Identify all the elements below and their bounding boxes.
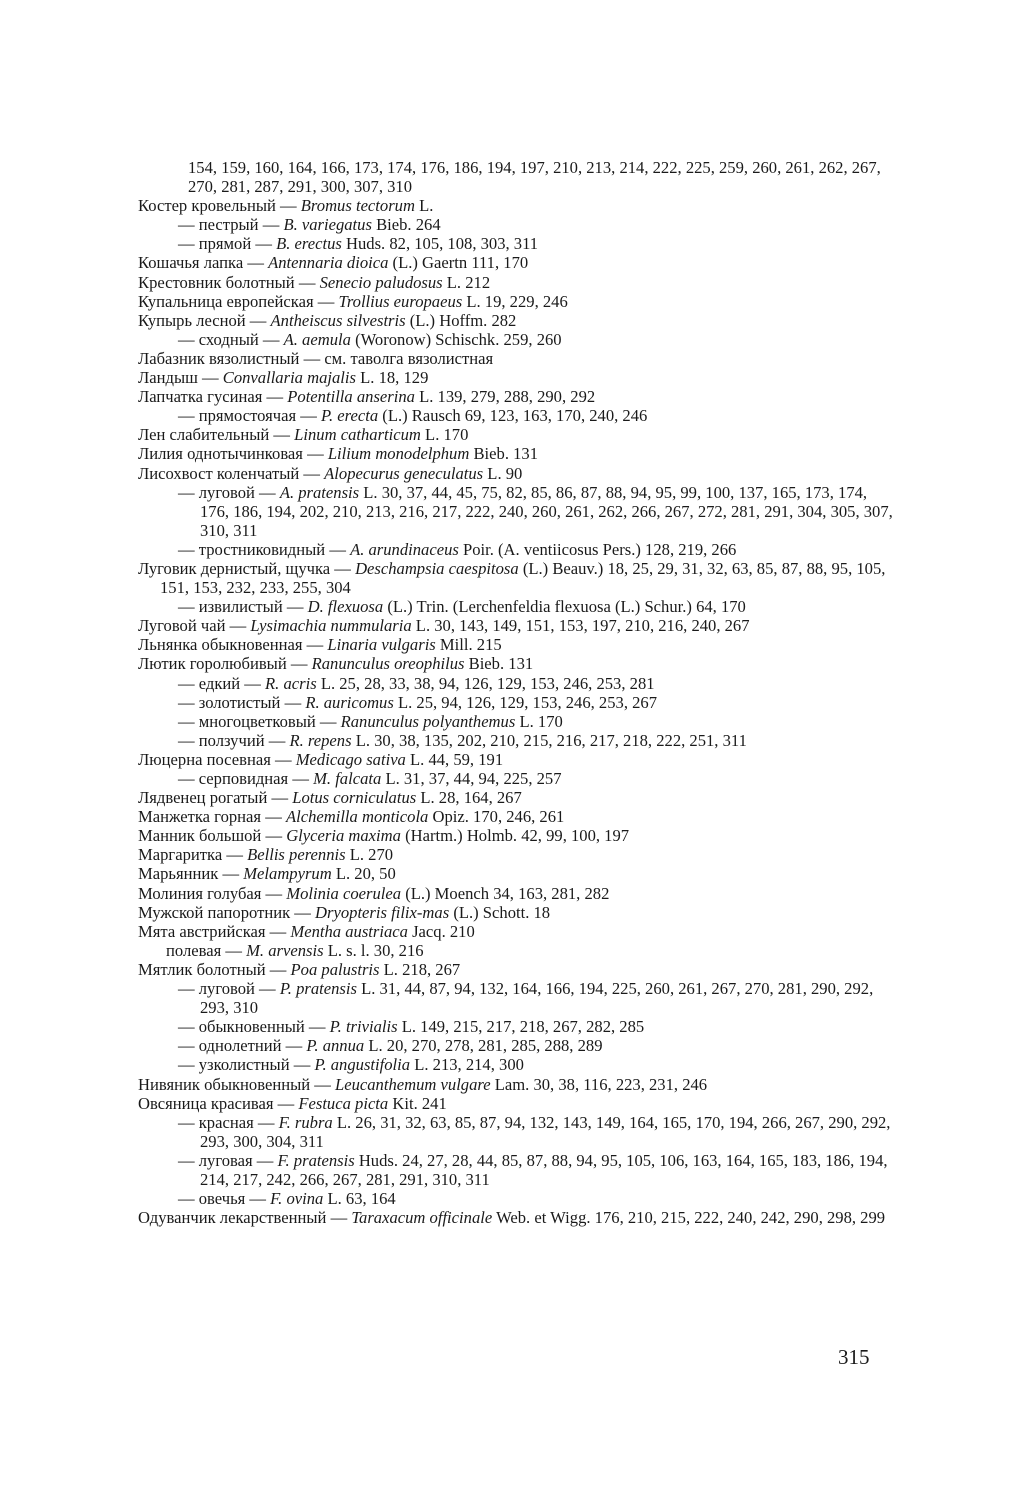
index-entry bbox=[138, 311, 898, 330]
entry-page-refs: L. 44, 59, 191 bbox=[405, 749, 504, 769]
entry-russian-name: — прямой — bbox=[178, 234, 277, 254]
entry-russian-name: Купырь лесной — bbox=[138, 310, 271, 330]
entry-russian-name: — тростниковидный — bbox=[178, 539, 351, 559]
entry-russian-name: — прямостоячая — bbox=[178, 406, 322, 426]
entry-russian-name: Манжетка горная — bbox=[138, 807, 286, 827]
entry-page-refs: Huds. 24, 27, 28, 44, 85, 87, 88, 94, 95, 105, 106, 163, 164, 165, 183, 186, 194, 214, 217, 242, 266, 267, 281, 291, 310, 311 bbox=[200, 1150, 888, 1189]
index-entry bbox=[138, 444, 898, 463]
index-entry bbox=[188, 158, 898, 196]
entry-russian-name: — красная — bbox=[178, 1112, 279, 1132]
entry-russian-name: — пестрый — bbox=[178, 215, 284, 235]
entry-russian-name: 154, 159, 160, 164, 166, 173, 174, 176, 186, 194, 197, 210, 213, 214, 222, 225, 259, 260, 261, 262, 267, 270, 281, 287, 291, 300, 307, 310 bbox=[188, 158, 881, 197]
entry-page-refs: L. 90 bbox=[483, 463, 523, 483]
index-entry bbox=[178, 1189, 898, 1208]
entry-page-refs: L. 218, 267 bbox=[379, 959, 461, 979]
entry-latin-name: Bromus tectorum bbox=[300, 196, 415, 216]
entry-page-refs: L. 26, 31, 32, 63, 85, 87, 94, 132, 143, 149, 164, 165, 170, 194, 266, 267, 290, 292, 293, 300, 304, 311 bbox=[200, 1112, 891, 1151]
entry-latin-name: Taraxacum officinale bbox=[351, 1208, 493, 1228]
entry-russian-name: Лапчатка гусиная — bbox=[138, 387, 288, 407]
entry-latin-name: R. repens bbox=[289, 730, 352, 750]
index-entry bbox=[178, 674, 898, 693]
entry-latin-name: A. aemula bbox=[283, 329, 351, 349]
entry-russian-name: — обыкновенный — bbox=[178, 1017, 330, 1037]
entry-page-refs: Bieb. 264 bbox=[371, 215, 441, 235]
entry-latin-name: Glyceria maxima bbox=[286, 826, 401, 846]
entry-page-refs: (L.) Moench 34, 163, 281, 282 bbox=[401, 883, 610, 903]
index-entry bbox=[178, 1055, 898, 1074]
entry-page-refs: L. 30, 38, 135, 202, 210, 215, 216, 217, 218, 222, 251, 311 bbox=[351, 730, 747, 750]
index-entry bbox=[138, 903, 898, 922]
entry-latin-name: Lilium monodelphum bbox=[327, 444, 470, 464]
index-entry bbox=[138, 654, 898, 673]
entry-russian-name: Манник большой — bbox=[138, 826, 287, 846]
entry-latin-name: B. variegatus bbox=[283, 215, 372, 235]
entry-page-refs: L. 63, 164 bbox=[323, 1189, 396, 1209]
index-entry bbox=[178, 215, 898, 234]
entry-russian-name: — серповидная — bbox=[178, 769, 314, 788]
index-entry bbox=[178, 693, 898, 712]
entry-latin-name: Mentha austriaca bbox=[290, 921, 408, 941]
entry-russian-name: Костер кровельный — bbox=[138, 196, 301, 216]
entry-russian-name: Марьянник — bbox=[138, 864, 244, 884]
entry-russian-name: Льнянка обыкновенная — bbox=[138, 635, 328, 655]
index-entry bbox=[138, 273, 898, 292]
entry-page-refs: L. 20, 50 bbox=[331, 864, 396, 884]
entry-page-refs: (L.) Hoffm. 282 bbox=[405, 310, 517, 330]
entry-russian-name: — луговой — bbox=[178, 979, 280, 999]
entry-russian-name: Лабазник вязолистный — см. таволга вязолистная bbox=[138, 348, 494, 368]
entry-russian-name: Луговик дернистый, щучка — bbox=[138, 558, 356, 578]
index-entry bbox=[138, 616, 898, 635]
entry-russian-name: Ландыш — bbox=[138, 368, 223, 388]
index-entry bbox=[178, 1017, 898, 1036]
entry-page-refs: L. 213, 214, 300 bbox=[410, 1055, 524, 1075]
entry-latin-name: F. pratensis bbox=[277, 1150, 355, 1170]
index-entry bbox=[178, 712, 898, 731]
entry-latin-name: P. trivialis bbox=[329, 1017, 398, 1037]
entry-latin-name: A. pratensis bbox=[279, 482, 360, 502]
entry-latin-name: Potentilla anserina bbox=[287, 387, 415, 407]
entry-latin-name: P. pratensis bbox=[279, 979, 357, 999]
entry-page-refs: (Hartm.) Holmb. 42, 99, 100, 197 bbox=[400, 826, 630, 846]
index-entry bbox=[138, 1075, 898, 1094]
index-entry bbox=[138, 864, 898, 883]
entry-russian-name: Кошачья лапка — bbox=[138, 253, 269, 273]
index-entry bbox=[178, 979, 898, 1017]
entry-russian-name: Крестовник болотный — bbox=[138, 272, 320, 292]
entry-russian-name: Лен слабительный — bbox=[138, 425, 295, 445]
index-entry bbox=[138, 845, 898, 864]
entry-page-refs: (L.) Trin. (Lerchenfeldia flexuosa (L.) Schur.) 64, 170 bbox=[383, 597, 746, 617]
entry-page-refs: L. 28, 164, 267 bbox=[416, 788, 522, 808]
entry-latin-name: Ranunculus polyanthemus bbox=[340, 711, 516, 731]
index-entry bbox=[138, 1094, 898, 1113]
entry-russian-name: — овечья — bbox=[178, 1189, 271, 1209]
entry-russian-name: — луговая — bbox=[178, 1150, 278, 1170]
entry-latin-name: Lotus corniculatus bbox=[292, 788, 417, 808]
page-number: 315 bbox=[838, 1345, 870, 1369]
entry-russian-name: — сходный — bbox=[178, 329, 284, 349]
entry-russian-name: — ползучий — bbox=[178, 730, 290, 750]
entry-latin-name: D. flexuosa bbox=[307, 597, 384, 617]
entry-latin-name: Linaria vulgaris bbox=[327, 635, 436, 655]
entry-latin-name: F. ovina bbox=[270, 1189, 324, 1209]
index-entry bbox=[138, 559, 898, 597]
entry-russian-name: Мята австрийская — bbox=[138, 921, 291, 941]
entry-page-refs: Poir. (A. ventiicosus Pers.) 128, 219, 266 bbox=[458, 539, 737, 559]
index-entry bbox=[178, 234, 898, 253]
entry-page-refs: (L.) Rausch 69, 123, 163, 170, 240, 246 bbox=[378, 406, 648, 426]
entry-latin-name: Melampyrum bbox=[243, 864, 332, 884]
entry-latin-name: A. arundinaceus bbox=[350, 539, 459, 559]
index-entry bbox=[138, 387, 898, 406]
entry-latin-name: M. falcata bbox=[313, 769, 382, 788]
index-entry bbox=[138, 807, 898, 826]
entry-latin-name: Poa palustris bbox=[290, 959, 380, 979]
entry-latin-name: M. arvensis bbox=[246, 940, 324, 960]
entry-page-refs: L. 149, 215, 217, 218, 267, 282, 285 bbox=[397, 1017, 645, 1037]
entry-page-refs: L. 170 bbox=[420, 425, 469, 445]
index-entry bbox=[138, 196, 898, 215]
entry-russian-name: Люцерна посевная — bbox=[138, 749, 296, 769]
entry-russian-name: — золотистый — bbox=[178, 692, 306, 712]
entry-latin-name: Antheiscus silvestris bbox=[270, 310, 406, 330]
entry-latin-name: Linum catharticum bbox=[294, 425, 421, 445]
entry-page-refs: L. 30, 37, 44, 45, 75, 82, 85, 86, 87, 88, 94, 95, 99, 100, 137, 165, 173, 174, 176, 186, 194, 202, 210, 213, 216, 217, 222, 240, 260, 261, 262, 266, 267, 272, 281, 291, 304, 305, 307, 310, 311 bbox=[200, 482, 893, 540]
index-entry bbox=[138, 750, 898, 769]
entry-page-refs: Mill. 215 bbox=[435, 635, 502, 655]
entry-page-refs: Huds. 82, 105, 108, 303, 311 bbox=[341, 234, 539, 254]
entry-russian-name: — многоцветковый — bbox=[178, 711, 341, 731]
entry-page-refs: (L.) Schott. 18 bbox=[449, 902, 551, 922]
index-entry bbox=[138, 788, 898, 807]
entry-russian-name: Лисохвост коленчатый — bbox=[138, 463, 325, 483]
entry-russian-name: Нивяник обыкновенный — bbox=[138, 1074, 335, 1094]
entry-latin-name: B. erectus bbox=[276, 234, 342, 254]
index-entry bbox=[138, 1208, 898, 1227]
entry-page-refs: L. 19, 229, 246 bbox=[462, 291, 568, 311]
entry-russian-name: — однолетний — bbox=[178, 1036, 307, 1056]
entry-russian-name: Лютик горолюбивый — bbox=[138, 654, 312, 674]
index-entry bbox=[138, 960, 898, 979]
entry-russian-name: Одуванчик лекарственный — bbox=[138, 1208, 352, 1228]
entry-page-refs: (L.) Gaertn 111, 170 bbox=[388, 253, 529, 273]
index-entry bbox=[138, 368, 898, 387]
index-entry bbox=[138, 292, 898, 311]
entry-russian-name: Купальница европейская — bbox=[138, 291, 339, 311]
entry-page-refs: L. 170 bbox=[515, 711, 563, 731]
entry-page-refs: L. 25, 94, 126, 129, 153, 246, 253, 267 bbox=[393, 692, 658, 712]
entry-page-refs: L. 212 bbox=[442, 272, 491, 292]
index-entry bbox=[178, 597, 898, 616]
index-entry bbox=[138, 425, 898, 444]
entry-latin-name: R. acris bbox=[265, 673, 317, 693]
entry-latin-name: Medicago sativa bbox=[295, 749, 406, 769]
entry-russian-name: Маргаритка — bbox=[138, 845, 248, 865]
entry-page-refs: L. 270 bbox=[345, 845, 394, 865]
entry-page-refs: Kit. 241 bbox=[388, 1093, 447, 1113]
entry-latin-name: Convallaria majalis bbox=[222, 368, 356, 388]
entry-page-refs: L. 25, 28, 33, 38, 94, 126, 129, 153, 246, 253, 281 bbox=[316, 673, 655, 693]
entry-latin-name: Leucanthemum vulgare bbox=[335, 1074, 491, 1094]
entry-page-refs: Opiz. 170, 246, 261 bbox=[428, 807, 565, 827]
entry-page-refs: Lam. 30, 38, 116, 223, 231, 246 bbox=[490, 1074, 708, 1094]
entry-latin-name: Senecio paludosus bbox=[319, 272, 443, 292]
entry-page-refs: Bieb. 131 bbox=[464, 654, 534, 674]
entry-page-refs: Bieb. 131 bbox=[469, 444, 539, 464]
index-entry bbox=[138, 635, 898, 654]
entry-latin-name: Alopecurus geneculatus bbox=[324, 463, 484, 483]
entry-page-refs: L. 31, 44, 87, 94, 132, 164, 166, 194, 225, 260, 261, 267, 270, 281, 290, 292, 293, 310 bbox=[200, 979, 874, 1018]
entry-russian-name: Лилия однотычинковая — bbox=[138, 444, 328, 464]
index-entry bbox=[138, 464, 898, 483]
index-entry bbox=[138, 253, 898, 272]
entry-latin-name: P. annua bbox=[306, 1036, 365, 1056]
entry-page-refs: L. bbox=[414, 196, 434, 216]
index-entry bbox=[178, 330, 898, 349]
entry-latin-name: R. auricomus bbox=[305, 692, 394, 712]
entry-latin-name: Trollius europaeus bbox=[338, 291, 463, 311]
entry-russian-name: — луговой — bbox=[178, 482, 280, 502]
index-entry bbox=[138, 884, 898, 903]
index-entry bbox=[178, 1113, 898, 1151]
entry-latin-name: Molinia coerulea bbox=[286, 883, 402, 903]
entry-latin-name: Ranunculus oreophilus bbox=[311, 654, 465, 674]
entry-latin-name: Lysimachia nummularia bbox=[250, 616, 412, 636]
entry-latin-name: Antennaria dioica bbox=[268, 253, 389, 273]
entry-page-refs: L. 139, 279, 288, 290, 292 bbox=[414, 387, 596, 407]
entry-russian-name: Лядвенец рогатый — bbox=[138, 788, 293, 808]
index-entry bbox=[138, 826, 898, 845]
index-entry bbox=[178, 769, 898, 788]
entry-page-refs: L. 18, 129 bbox=[356, 368, 429, 388]
entry-russian-name: Мужской папоротник — bbox=[138, 902, 316, 922]
entry-latin-name: Festuca picta bbox=[298, 1093, 389, 1113]
entry-latin-name: P. angustifolia bbox=[314, 1055, 411, 1075]
entry-page-refs: L. 30, 143, 149, 151, 153, 197, 210, 216, 240, 267 bbox=[411, 616, 750, 636]
entry-page-refs: L. s. l. 30, 216 bbox=[323, 940, 424, 960]
entry-latin-name: Alchemilla monticola bbox=[285, 807, 429, 827]
index-entry bbox=[138, 922, 898, 941]
entry-russian-name: Луговой чай — bbox=[138, 616, 251, 636]
entry-page-refs: Jacq. 210 bbox=[407, 921, 475, 941]
entry-page-refs: (Woronow) Schischk. 259, 260 bbox=[350, 329, 562, 349]
entry-russian-name: Мятлик болотный — bbox=[138, 959, 291, 979]
entry-latin-name: Deschampsia caespitosa bbox=[355, 558, 519, 578]
entry-russian-name: Молиния голубая — bbox=[138, 883, 287, 903]
index-entry bbox=[178, 483, 898, 540]
index-entry bbox=[178, 1151, 898, 1189]
entry-page-refs: L. 31, 37, 44, 94, 225, 257 bbox=[381, 769, 562, 788]
entry-russian-name: — извилистый — bbox=[178, 597, 308, 617]
entry-latin-name: Bellis perennis bbox=[247, 845, 346, 865]
index-entry bbox=[178, 406, 898, 425]
entry-russian-name: — едкий — bbox=[178, 673, 266, 693]
entry-russian-name: полевая — bbox=[166, 940, 247, 960]
index-entry bbox=[178, 731, 898, 750]
entry-page-refs: (L.) Beauv.) 18, 25, 29, 31, 32, 63, 85, 87, 88, 95, 105, 151, 153, 232, 233, 255, 304 bbox=[160, 558, 886, 598]
entry-russian-name: — узколистный — bbox=[178, 1055, 315, 1075]
index-entry bbox=[166, 941, 898, 960]
index-entry bbox=[178, 1036, 898, 1055]
entry-latin-name: P. erecta bbox=[321, 406, 379, 426]
plant-index-list bbox=[138, 158, 898, 1227]
index-entry bbox=[138, 349, 898, 368]
entry-latin-name: Dryopteris filix-mas bbox=[315, 902, 450, 922]
index-entry bbox=[178, 540, 898, 559]
entry-russian-name: Овсяница красивая — bbox=[138, 1093, 299, 1113]
entry-page-refs: L. 20, 270, 278, 281, 285, 288, 289 bbox=[364, 1036, 603, 1056]
entry-page-refs: Web. et Wigg. 176, 210, 215, 222, 240, 242, 290, 298, 299 bbox=[492, 1208, 886, 1228]
entry-latin-name: F. rubra bbox=[278, 1112, 333, 1132]
